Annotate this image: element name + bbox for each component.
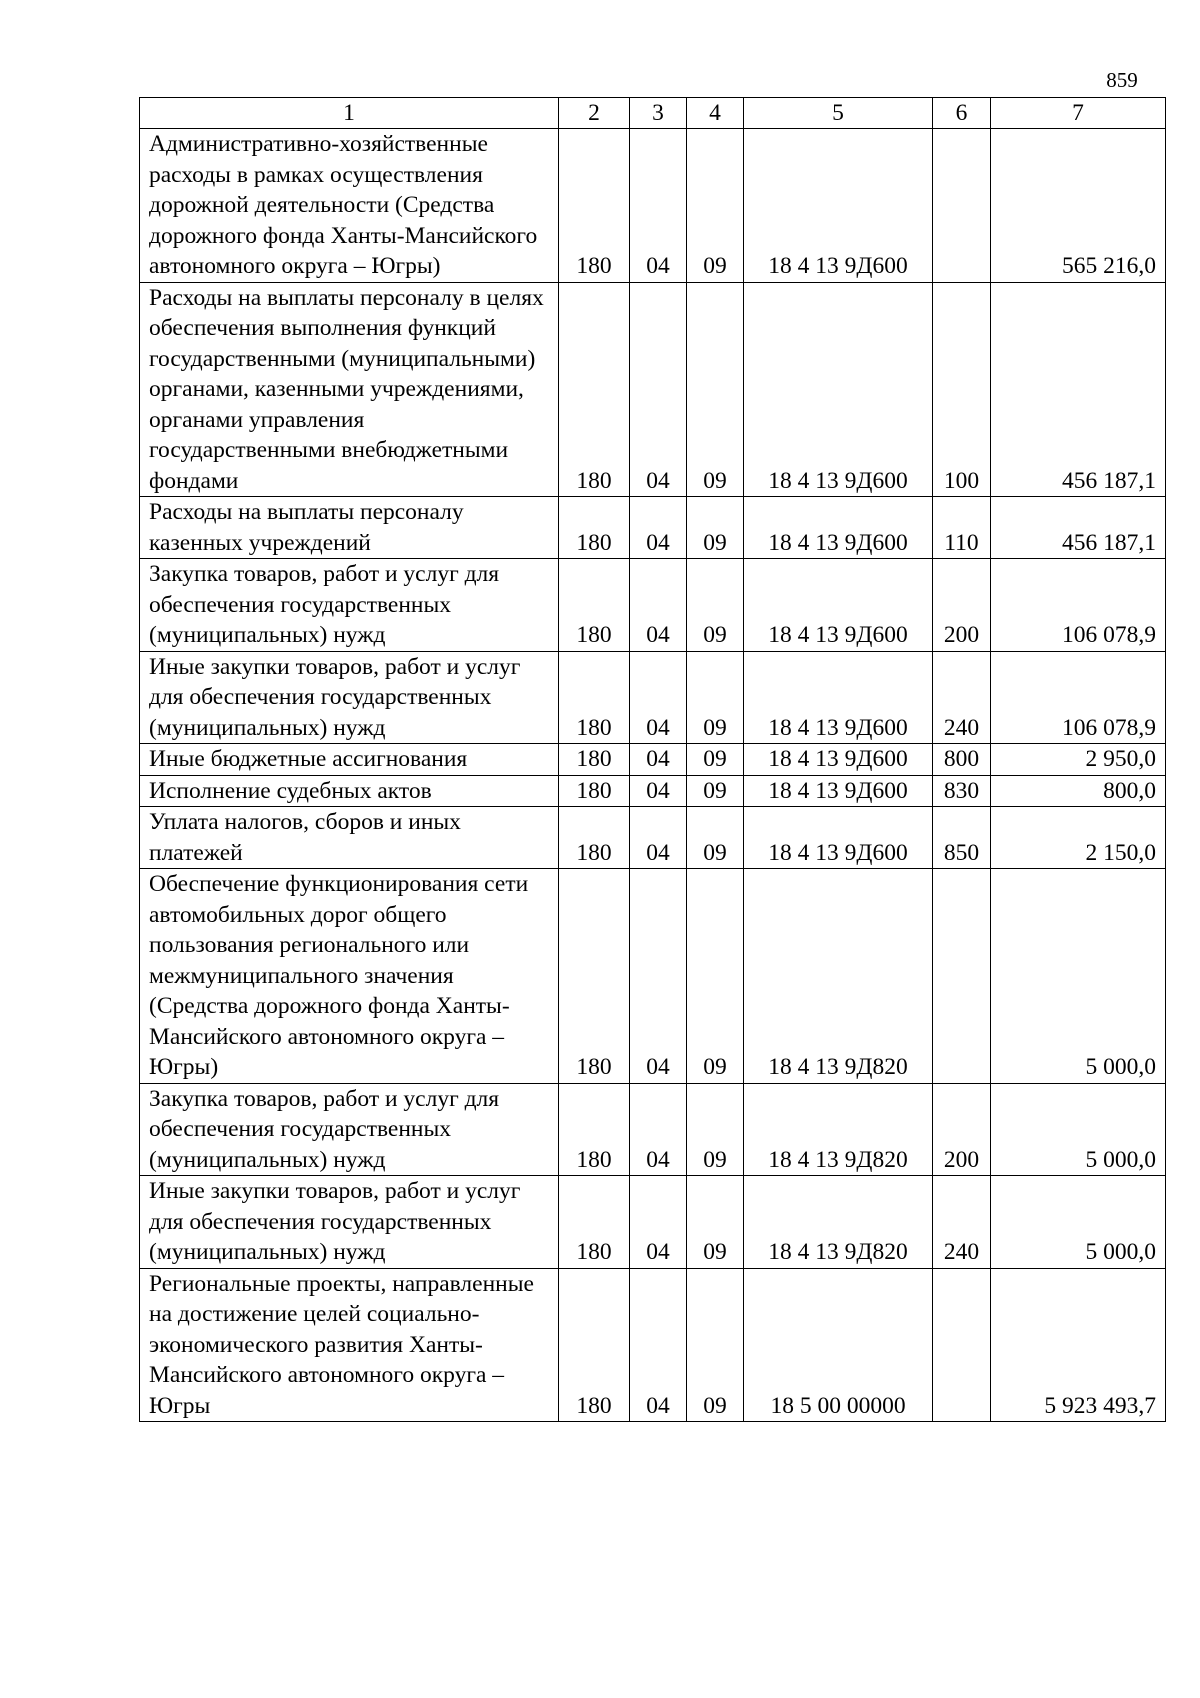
row-name: Иные бюджетные ассигнования [140,744,559,776]
header-cell-1: 1 [140,98,559,129]
row-code-6: 830 [933,775,991,807]
row-amount: 5 000,0 [991,869,1166,1084]
table-row [140,744,1166,776]
row-code-4: 09 [687,651,744,744]
table-row [140,1176,1166,1269]
row-code-4: 09 [687,1176,744,1269]
row-code-2: 180 [559,282,630,497]
row-code-5: 18 5 00 00000 [744,1268,933,1422]
header-cell-3: 3 [630,98,687,129]
row-name: Расходы на выплаты персоналу в целях обеспечения выполнения функций государственными (муниципальными) органами, казенными учреждениями, органами управления государственными внебюджетными фондами [140,282,559,497]
table-row [140,775,1166,807]
row-code-5: 18 4 13 9Д600 [744,559,933,652]
table-row [140,1083,1166,1176]
row-code-3: 04 [630,1268,687,1422]
table-row [140,869,1166,1084]
row-code-4: 09 [687,869,744,1084]
table-row [140,129,1166,283]
header-cell-7: 7 [991,98,1166,129]
row-code-3: 04 [630,775,687,807]
row-code-2: 180 [559,807,630,869]
row-code-2: 180 [559,1268,630,1422]
row-code-3: 04 [630,807,687,869]
row-code-6: 240 [933,651,991,744]
row-code-5: 18 4 13 9Д820 [744,869,933,1084]
row-code-2: 180 [559,1083,630,1176]
row-code-3: 04 [630,1083,687,1176]
row-code-3: 04 [630,129,687,283]
table-row [140,282,1166,497]
row-name: Обеспечение функционирования сети автомобильных дорог общего пользования регионального или межмуниципального значения (Средства дорожного фонда Ханты-Мансийского автономного округа – Югры) [140,869,559,1084]
row-amount: 456 187,1 [991,497,1166,559]
row-code-3: 04 [630,744,687,776]
row-code-6: 200 [933,1083,991,1176]
row-amount: 5 923 493,7 [991,1268,1166,1422]
row-code-6 [933,129,991,283]
row-code-5: 18 4 13 9Д600 [744,651,933,744]
row-name: Иные закупки товаров, работ и услуг для обеспечения государственных (муниципальных) нужд [140,651,559,744]
row-amount: 2 150,0 [991,807,1166,869]
row-code-2: 180 [559,129,630,283]
row-name: Административно-хозяйственные расходы в рамках осуществления дорожной деятельности (Средства дорожного фонда Ханты-Мансийского автономного округа – Югры) [140,129,559,283]
row-name: Иные закупки товаров, работ и услуг для обеспечения государственных (муниципальных) нужд [140,1176,559,1269]
row-code-5: 18 4 13 9Д600 [744,129,933,283]
table-row [140,559,1166,652]
header-cell-6: 6 [933,98,991,129]
row-name: Закупка товаров, работ и услуг для обеспечения государственных (муниципальных) нужд [140,559,559,652]
header-cell-2: 2 [559,98,630,129]
row-code-3: 04 [630,282,687,497]
row-code-3: 04 [630,869,687,1084]
table-row [140,497,1166,559]
row-amount: 456 187,1 [991,282,1166,497]
row-code-5: 18 4 13 9Д820 [744,1083,933,1176]
row-amount: 2 950,0 [991,744,1166,776]
header-cell-5: 5 [744,98,933,129]
row-code-2: 180 [559,559,630,652]
header-cell-4: 4 [687,98,744,129]
row-name: Региональные проекты, направленные на достижение целей социально-экономического развития Ханты-Мансийского автономного округа – Югры [140,1268,559,1422]
row-amount: 106 078,9 [991,559,1166,652]
row-code-4: 09 [687,129,744,283]
row-code-3: 04 [630,1176,687,1269]
row-amount: 800,0 [991,775,1166,807]
row-code-6: 240 [933,1176,991,1269]
page-number: 859 [1106,68,1138,92]
table-row [140,651,1166,744]
row-code-4: 09 [687,807,744,869]
table-row [140,807,1166,869]
row-code-3: 04 [630,559,687,652]
row-code-5: 18 4 13 9Д600 [744,775,933,807]
row-code-6 [933,1268,991,1422]
row-code-6: 110 [933,497,991,559]
row-code-6: 200 [933,559,991,652]
row-code-2: 180 [559,1176,630,1269]
row-code-4: 09 [687,1083,744,1176]
row-code-3: 04 [630,497,687,559]
row-code-2: 180 [559,869,630,1084]
row-code-6 [933,869,991,1084]
row-code-4: 09 [687,559,744,652]
row-name: Расходы на выплаты персоналу казенных учреждений [140,497,559,559]
row-code-2: 180 [559,775,630,807]
row-code-6: 800 [933,744,991,776]
row-amount: 5 000,0 [991,1083,1166,1176]
row-code-3: 04 [630,651,687,744]
row-code-6: 850 [933,807,991,869]
row-code-4: 09 [687,282,744,497]
row-code-5: 18 4 13 9Д600 [744,282,933,497]
row-code-5: 18 4 13 9Д600 [744,497,933,559]
row-code-2: 180 [559,744,630,776]
row-code-5: 18 4 13 9Д820 [744,1176,933,1269]
header-row [140,98,1166,129]
row-code-4: 09 [687,1268,744,1422]
row-code-4: 09 [687,775,744,807]
row-code-4: 09 [687,497,744,559]
row-name: Закупка товаров, работ и услуг для обеспечения государственных (муниципальных) нужд [140,1083,559,1176]
budget-table [139,97,1166,1422]
row-code-5: 18 4 13 9Д600 [744,807,933,869]
row-amount: 5 000,0 [991,1176,1166,1269]
row-amount: 106 078,9 [991,651,1166,744]
row-code-4: 09 [687,744,744,776]
row-code-6: 100 [933,282,991,497]
row-code-2: 180 [559,497,630,559]
table-row [140,1268,1166,1422]
row-name: Исполнение судебных актов [140,775,559,807]
row-amount: 565 216,0 [991,129,1166,283]
row-name: Уплата налогов, сборов и иных платежей [140,807,559,869]
row-code-2: 180 [559,651,630,744]
row-code-5: 18 4 13 9Д600 [744,744,933,776]
